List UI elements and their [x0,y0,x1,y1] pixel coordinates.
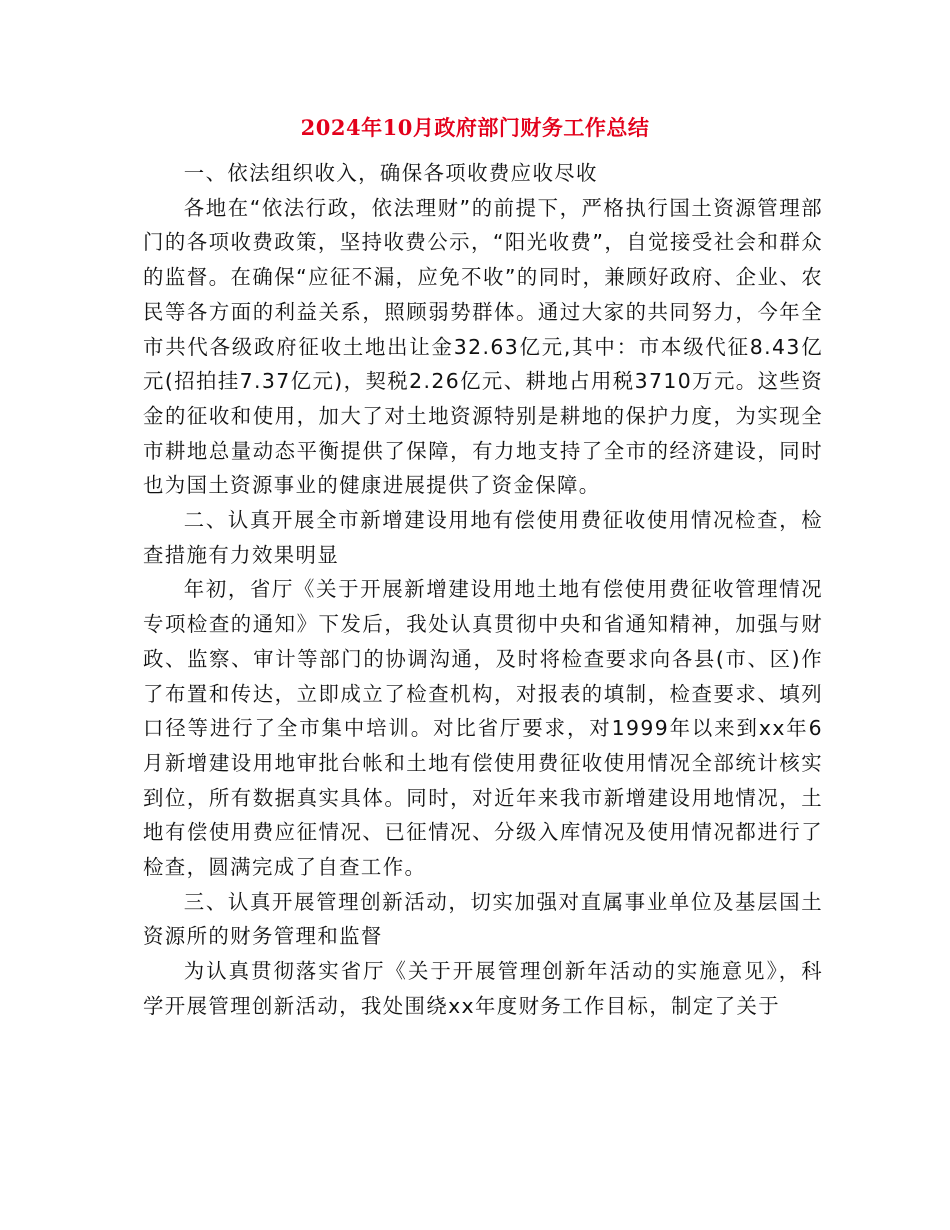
document-title: 2024年10月政府部门财务工作总结 [300,115,650,140]
section-heading-2: 二、认真开展全市新增建设用地有偿使用费征收使用情况检查，检查措施有力效果明显 [143,508,823,567]
section-heading-3: 三、认真开展管理创新活动，切实加强对直属事业单位及基层国土资源所的财务管理和监督 [143,889,823,949]
section-heading-1: 一、依法组织收入，确保各项收费应收尽收 [183,161,598,185]
paragraph-3: 为认真贯彻落实省厅《关于开展管理创新年活动的实施意见》，科学开展管理创新活动，我处围绕xx年度财务工作目标，制定了关于 [143,959,823,1018]
document-body [143,156,823,1024]
paragraph-1: 各地在“依法行政，依法理财”的前提下，严格执行国土资源管理部门的各项收费政策，坚持收费公示，“阳光收费”，自觉接受社会和群众的监督。在确保“应征不漏，应免不收”的同时，兼顾好政府、企业、农民等各方面的利益关系，照顾弱势群体。通过大家的共同努力，今年全市共代各级政府征收土地出让金32.63亿元,其中：市本级代征8.43亿元(招拍挂7.37亿元)，契税2.26亿元、耕地占用税3710万元。这些资金的征收和使用，加大了对土地资源特别是耕地的保护力度，为实现全市耕地总量动态平衡提供了保障，有力地支持了全市的经济建设，同时也为国土资源事业的健康进展提供了资金保障。 [143,195,823,498]
paragraph-2: 年初，省厅《关于开展新增建设用地土地有偿使用费征收管理情况专项检查的通知》下发后，我处认真贯彻中央和省通知精神，加强与财政、监察、审计等部门的协调沟通，及时将检查要求向各县(市、区)作了布置和传达，立即成立了检查机构，对报表的填制，检查要求、填列口径等进行了全市集中培训。对比省厅要求，对1999年以来到xx年6月新增建设用地审批台帐和土地有偿使用费征收使用情况全部统计核实到位，所有数据真实具体。同时，对近年来我市新增建设用地情况，土地有偿使用费应征情况、已征情况、分级入库情况及使用情况都进行了检查，圆满完成了自查工作。 [143,577,823,880]
